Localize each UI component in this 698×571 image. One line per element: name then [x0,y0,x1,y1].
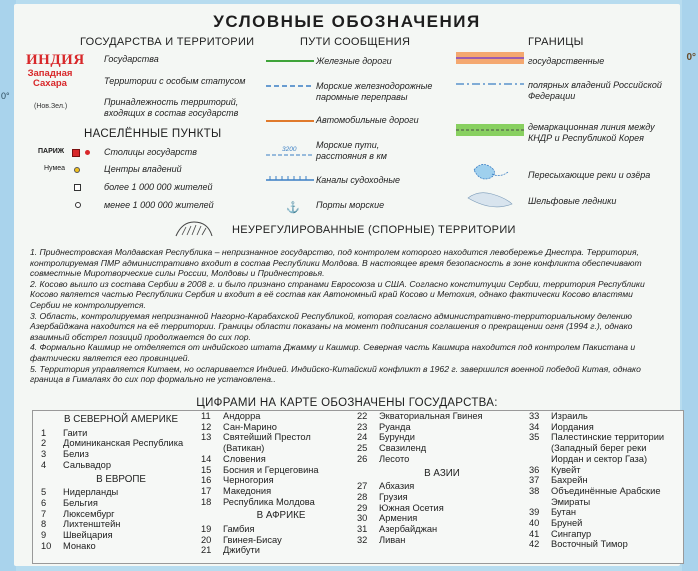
codes-number: 21 [201,545,212,556]
codes-row [357,454,527,465]
codes-country-name: Азербайджан [379,524,438,535]
borders-item-5: Шельфовые ледники [528,196,617,206]
routes-item-3: Автомобильные дороги [316,115,419,125]
codes-row [529,518,679,529]
settlements-item-2: Центры владений [104,164,182,174]
city-small-circle-icon [75,202,81,208]
codes-number: 9 [41,530,47,541]
codes-country-name: Швейцария [63,530,113,541]
codes-row [529,497,679,508]
codes-number: 42 [529,539,540,550]
codes-number: 36 [529,464,540,475]
codes-country-name: Бруней [551,518,583,529]
codes-row [529,486,679,497]
codes-row [529,475,679,486]
settlements-heading: НАСЕЛЁННЫЕ ПУНКТЫ [84,128,222,140]
codes-number: 3 [41,449,47,460]
codes-row [41,541,201,552]
codes-number: 27 [357,481,368,492]
states-item-1: Государства [104,54,159,64]
codes-country-name: Босния и Герцеговина [223,464,319,475]
codes-row [201,475,361,486]
codes-country-name: Македония [223,485,272,496]
codes-country-name: Нидерланды [63,487,119,498]
codes-number: 20 [201,534,212,545]
codes-row [201,432,361,443]
codes-country-name: Эмираты [551,496,591,507]
codes-country-name: Иордания [551,421,594,432]
codes-row [529,432,679,443]
codes-row [201,524,361,535]
codes-row [201,422,361,433]
codes-number: 11 [201,411,211,421]
codes-number: 26 [357,453,368,464]
codes-row [41,519,201,530]
codes-number: 14 [201,453,212,464]
codes-number: 34 [529,421,540,432]
codes-heading: ЦИФРАМИ НА КАРТЕ ОБОЗНАЧЕНЫ ГОСУДАРСТВА: [196,397,498,409]
codes-number: 22 [357,411,368,421]
anchor-icon: ⚓ [286,202,300,214]
codes-number: 39 [529,507,540,518]
codes-number: 15 [201,464,212,475]
codes-country-name: Бахрейн [551,475,588,486]
codes-row [357,492,527,503]
codes-number: 35 [529,432,540,443]
center-example-label: Нумеа [44,165,66,172]
codes-region-heading: В АЗИИ [424,467,460,479]
codes-number: 19 [201,524,212,535]
example-territory-line2: Сахара [33,78,67,89]
routes-item-6: Порты морские [316,200,385,210]
codes-country-name: Сингапур [551,528,592,539]
codes-country-name: Бельгия [63,497,98,508]
codes-country-name: Гамбия [223,524,255,535]
dry-lake-icon [474,164,495,179]
codes-country-name: Свазиленд [379,443,427,454]
codes-country-name: Доминиканская Республика [63,438,184,449]
codes-number [529,497,551,508]
codes-row [41,509,201,520]
codes-row [529,539,679,550]
borders-item-4: Пересыхающие реки и озёра [528,170,651,180]
codes-row [201,411,361,422]
codes-number: 12 [201,421,212,432]
settlements-item-3: более 1 000 000 жителей [104,182,213,192]
codes-row [41,530,201,541]
codes-row [357,524,527,535]
codes-box [32,410,684,564]
codes-row [41,498,201,509]
codes-country-name: (Западный берег реки [551,443,647,454]
map-sea-right [682,0,698,571]
codes-row [201,486,361,497]
borders-item-1: государственные [528,56,605,66]
codes-row [529,422,679,433]
edge-label-right: 0° [686,52,696,63]
codes-row [357,443,527,454]
codes-column-2 [201,411,361,556]
codes-country-name: Словения [223,453,266,464]
example-affiliation-label: (Нов.Зел.) [34,103,68,110]
codes-row [529,465,679,476]
codes-country-name: Черногория [223,475,274,486]
codes-row [357,535,527,546]
codes-country-name: Сальвадор [63,459,112,470]
codes-row [529,507,679,518]
codes-country-name: Кувейт [551,464,581,475]
codes-country-name: Армения [379,513,418,524]
codes-country-name: Восточный Тимор [551,539,628,550]
legend-panel [14,4,680,566]
states-item-3: Принадлежность территорий, входящих в состав государств [104,97,239,118]
codes-country-name: Гвинея-Бисау [223,534,282,545]
codes-number [529,443,551,454]
codes-row [357,513,527,524]
states-item-2: Территории с особым статусом [104,76,246,86]
codes-country-name: Руанда [379,421,411,432]
borders-item-2: полярных владений Российской Федерации [528,80,662,101]
settlements-item-4: менее 1 000 000 жителей [104,200,214,210]
example-state-label: ИНДИЯ [26,52,85,68]
codes-country-name: Объединённые Арабские [551,485,661,496]
codes-country-name: Гаити [63,427,88,438]
codes-column-1 [41,411,201,551]
codes-country-name: Джибути [223,545,260,556]
codes-number: 18 [201,496,212,507]
disputed-hatch-icon [172,218,216,240]
codes-number: 37 [529,475,540,486]
codes-row [529,454,679,465]
codes-row [357,422,527,433]
routes-item-4: Морские пути, расстояния в км [316,140,387,161]
routes-heading: ПУТИ СООБЩЕНИЯ [300,36,411,48]
routes-item-2: Морские железнодорожные паромные переправы [316,81,433,102]
codes-column-4 [529,411,679,550]
states-heading: ГОСУДАРСТВА И ТЕРРИТОРИИ [80,36,255,48]
codes-row [41,428,201,439]
codes-row [201,454,361,465]
codes-country-name: Республика Молдова [223,496,315,507]
capital-example-label: ПАРИЖ [38,148,65,155]
codes-number: 1 [41,427,47,438]
codes-row [201,443,361,454]
disputed-note-5: 5. Территория управляется Китаем, но оспаривается Индией. Индийско-Китайский конфликт в 1962 г. завершился военной победой Китая, однако граница в Гималаях до сих пор формально не установлена.. [30,363,641,385]
codes-country-name: Люксембург [63,508,115,519]
capital-square-icon [72,149,80,157]
legend-title: УСЛОВНЫЕ ОБОЗНАЧЕНИЯ [213,12,481,31]
codes-number: 38 [529,485,540,496]
codes-row [201,497,361,508]
codes-number: 13 [201,432,212,443]
codes-number: 41 [529,528,540,539]
codes-number: 23 [357,421,368,432]
codes-country-name: (Ватикан) [223,443,265,454]
codes-number: 4 [41,459,47,470]
example-territory-line1: Западная [27,68,73,79]
routes-symbols [264,49,320,219]
codes-number: 5 [41,487,47,498]
codes-country-name: Палестинские территории [551,432,665,443]
codes-country-name: Лихтенштейн [63,519,121,530]
sea-route-distance: 3200 [282,146,297,153]
codes-region-heading: В СЕВЕРНОЙ АМЕРИКЕ [64,414,178,425]
center-dot-icon [74,167,80,173]
codes-column-3 [357,411,527,545]
codes-number: 24 [357,432,368,443]
codes-country-name: Лесото [379,453,410,464]
codes-number: 17 [201,485,212,496]
codes-number: 32 [357,534,368,545]
codes-number: 29 [357,502,368,513]
codes-row [201,465,361,476]
codes-country-name: Экваториальная Гвинея [379,411,483,421]
codes-row [41,449,201,460]
codes-region-heading: В ЕВРОПЕ [96,473,146,485]
codes-country-name: Сан-Марино [223,421,277,432]
settlements-item-1: Столицы государств [104,147,197,157]
city-large-square-icon [74,184,81,191]
codes-row [529,443,679,454]
codes-region-heading: В АФРИКЕ [256,510,306,522]
disputed-heading: НЕУРЕГУЛИРОВАННЫЕ (СПОРНЫЕ) ТЕРРИТОРИИ [232,224,516,236]
capital-dot-icon [85,150,90,155]
codes-country-name: Ливан [379,534,406,545]
example-territory-label [26,69,74,89]
codes-country-name: Абхазия [379,481,415,492]
disputed-note-4: 4. Формально Кашмир не отделяется от индийского штата Джамму и Кашмир. Северная часть Кашмира находится под контролем Пакистана и фактически является его провинцией. [30,342,636,363]
disputed-note-2: 2. Косово вышло из состава Сербии в 2008 г. и было признано странами Евросоюза и США. Согласно конституции Сербии, территория Республики Косово является частью Республики Сербия и входит в её состав как Автономный край Косово и Метохия, однако фактически Косово властями Сербии не контролируется. [30,278,645,310]
disputed-note-3: 3. Область, контролируемая непризнанной Нагорно-Карабахской Республикой, которая согласно административно-территориальному делению Азербайджана находится на её территории. Границы области показаны на момент подписания соглашения о прекращении огня (1994 г.), однако взаимный обстрел позиций продолжается до сих пор. [30,310,633,342]
codes-country-name: Андорра [223,411,261,421]
codes-row [357,481,527,492]
codes-country-name: Южная Осетия [379,502,444,513]
codes-row [357,432,527,443]
codes-row [357,411,527,422]
codes-number: 7 [41,508,47,519]
codes-row [41,460,201,471]
ice-shelf-icon [468,193,512,207]
codes-number: 28 [357,491,368,502]
codes-row [201,535,361,546]
codes-country-name: Монако [63,540,96,551]
codes-country-name: Иордан и сектор Газа) [551,453,648,464]
codes-country-name: Святейший Престол [223,432,311,443]
codes-number: 25 [357,443,368,454]
disputed-notes [30,247,664,385]
codes-row [41,438,201,449]
disputed-note-1: 1. Приднестровская Молдавская Республика – непризнанное государство, под контролем которого находится левобережье Днестра. Территория, контролируемая ПМР административно входит в состав Республики Молдова. В настоящее время безопасность в зоне конфликта обеспечивают совместные Миротворческие силы России, Молдовы и Приднестровья. [30,247,642,279]
codes-row [201,545,361,556]
codes-row [529,411,679,422]
codes-row [357,503,527,514]
codes-number: 31 [357,524,368,535]
borders-heading: ГРАНИЦЫ [528,36,584,48]
codes-country-name: Израиль [551,411,588,421]
codes-country-name: Бутан [551,507,577,518]
codes-number: 8 [41,519,47,530]
codes-number: 40 [529,518,540,529]
codes-number: 6 [41,497,47,508]
routes-item-5: Каналы судоходные [316,175,401,185]
codes-number: 30 [357,513,368,524]
codes-country-name: Белиз [63,449,89,460]
codes-country-name: Бурунди [379,432,415,443]
routes-item-1: Железные дороги [316,56,392,66]
borders-item-3: демаркационная линия между КНДР и Республикой Корея [528,122,655,143]
codes-number [201,443,223,454]
codes-number: 16 [201,475,212,486]
codes-country-name: Грузия [379,491,408,502]
borders-symbols [454,46,528,216]
codes-row [529,529,679,540]
codes-number: 2 [41,438,47,449]
codes-number: 10 [41,540,52,551]
codes-number [529,454,551,465]
codes-row [41,487,201,498]
codes-number: 33 [529,411,540,421]
edge-label-left: 0° [1,91,10,101]
